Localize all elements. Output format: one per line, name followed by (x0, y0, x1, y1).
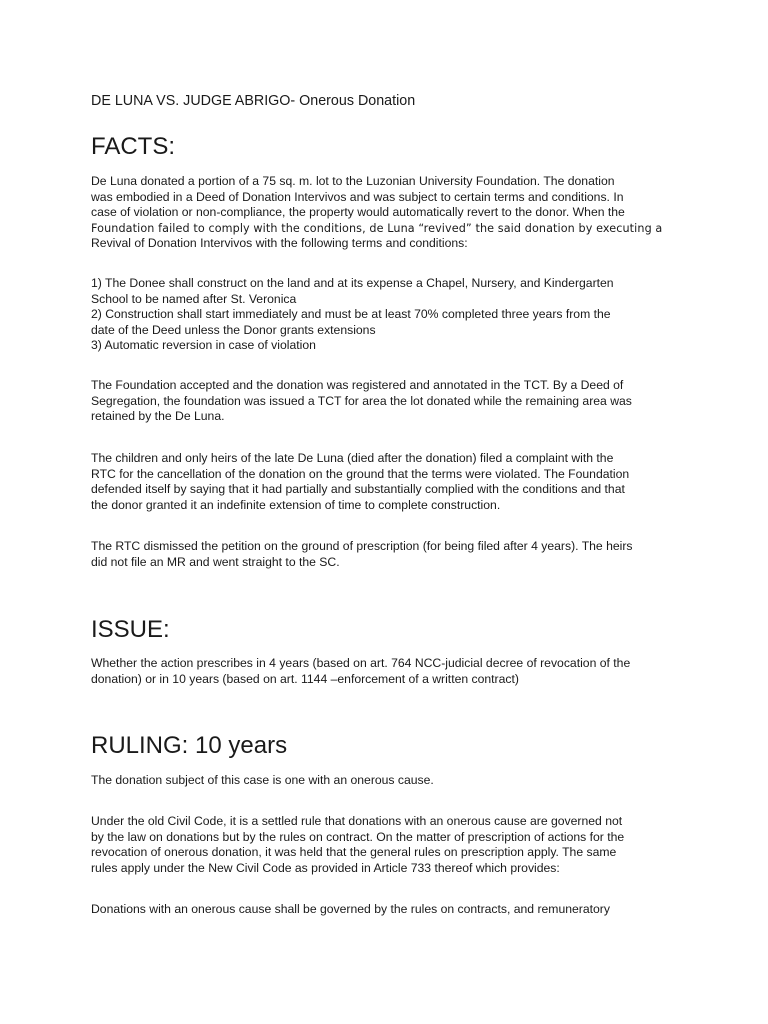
facts-paragraph-2 (91, 378, 691, 425)
ruling-paragraph-2 (91, 814, 691, 876)
ruling-p1-line: The donation subject of this case is one with an onerous cause. (91, 773, 434, 787)
ruling-p2-line: revocation of onerous donation, it was held that the general rules on prescription apply. The same (91, 845, 617, 860)
facts-p4-line: The RTC dismissed the petition on the ground of prescription (for being filed after 4 years). The heirs (91, 539, 633, 553)
facts-paragraph-1 (91, 174, 691, 252)
facts-heading (91, 132, 175, 162)
facts-p2-line: Segregation, the foundation was issued a TCT for area the lot donated while the remaining area was (91, 393, 632, 408)
list-item: 1) The Donee shall construct on the land and at its expense a Chapel, Nursery, and Kindergarten (91, 276, 614, 290)
facts-p3-line: RTC for the cancellation of the donation on the ground that the terms were violated. The Foundation (91, 466, 630, 481)
ruling-paragraph-1 (91, 773, 691, 789)
conditions-list (91, 276, 691, 354)
list-item: School to be named after St. Veronica (91, 291, 297, 306)
facts-p1-line-5: Revival of Donation Intervivos with the following terms and conditions: (91, 236, 468, 251)
ruling-p2-line: Under the old Civil Code, it is a settled rule that donations with an onerous cause are governed not (91, 814, 623, 828)
facts-p1-line-4: Foundation failed to comply with the conditions, de Luna “revived” the said donation by executing a (91, 221, 663, 235)
issue-line: donation) or in 10 years (based on art. 1144 –enforcement of a written contract) (91, 671, 519, 686)
ruling-p2-line: rules apply under the New Civil Code as provided in Article 733 thereof which provides: (91, 860, 560, 875)
document-title-text: DE LUNA VS. JUDGE ABRIGO- Onerous Donation (91, 93, 416, 109)
facts-p4-line: did not file an MR and went straight to the SC. (91, 554, 340, 569)
issue-paragraph (91, 656, 691, 687)
issue-line: Whether the action prescribes in 4 years (based on art. 764 NCC-judicial decree of revocation of the (91, 656, 631, 670)
list-item: date of the Deed unless the Donor grants extensions (91, 322, 376, 337)
facts-p1-line-2: was embodied in a Deed of Donation Intervivos and was subject to certain terms and conditions. In (91, 189, 624, 204)
list-item: 2) Construction shall start immediately and must be at least 70% completed three years from the (91, 307, 611, 322)
ruling-p2-line: by the law on donations but by the rules on contract. On the matter of prescription of actions for the (91, 829, 625, 844)
facts-p2-line: retained by the De Luna. (91, 409, 225, 424)
list-item: 3) Automatic reversion in case of violation (91, 338, 316, 353)
ruling-heading-text: RULING: 10 years (91, 732, 288, 759)
facts-p3-line: defended itself by saying that it had partially and substantially complied with the conditions and that (91, 482, 625, 497)
facts-p1-line-3: case of violation or non-compliance, the property would automatically revert to the donor. When the (91, 205, 625, 220)
ruling-paragraph-3 (91, 902, 691, 918)
document-title (91, 91, 415, 111)
facts-p3-line: the donor granted it an indefinite extension of time to complete construction. (91, 497, 501, 512)
facts-p3-line: The children and only heirs of the late De Luna (died after the donation) filed a complaint with the (91, 451, 614, 465)
ruling-heading (91, 731, 287, 761)
facts-heading-text: FACTS: (91, 133, 176, 160)
facts-paragraph-4 (91, 539, 691, 570)
facts-paragraph-3 (91, 451, 691, 513)
issue-heading (91, 615, 170, 645)
facts-p2-line: The Foundation accepted and the donation was registered and annotated in the TCT. By a Deed of (91, 378, 624, 392)
ruling-p3-line: Donations with an onerous cause shall be governed by the rules on contracts, and remuneratory (91, 902, 610, 916)
issue-heading-text: ISSUE: (91, 616, 170, 643)
facts-p1-line-1: De Luna donated a portion of a 75 sq. m. lot to the Luzonian University Foundation. The donation (91, 174, 615, 188)
